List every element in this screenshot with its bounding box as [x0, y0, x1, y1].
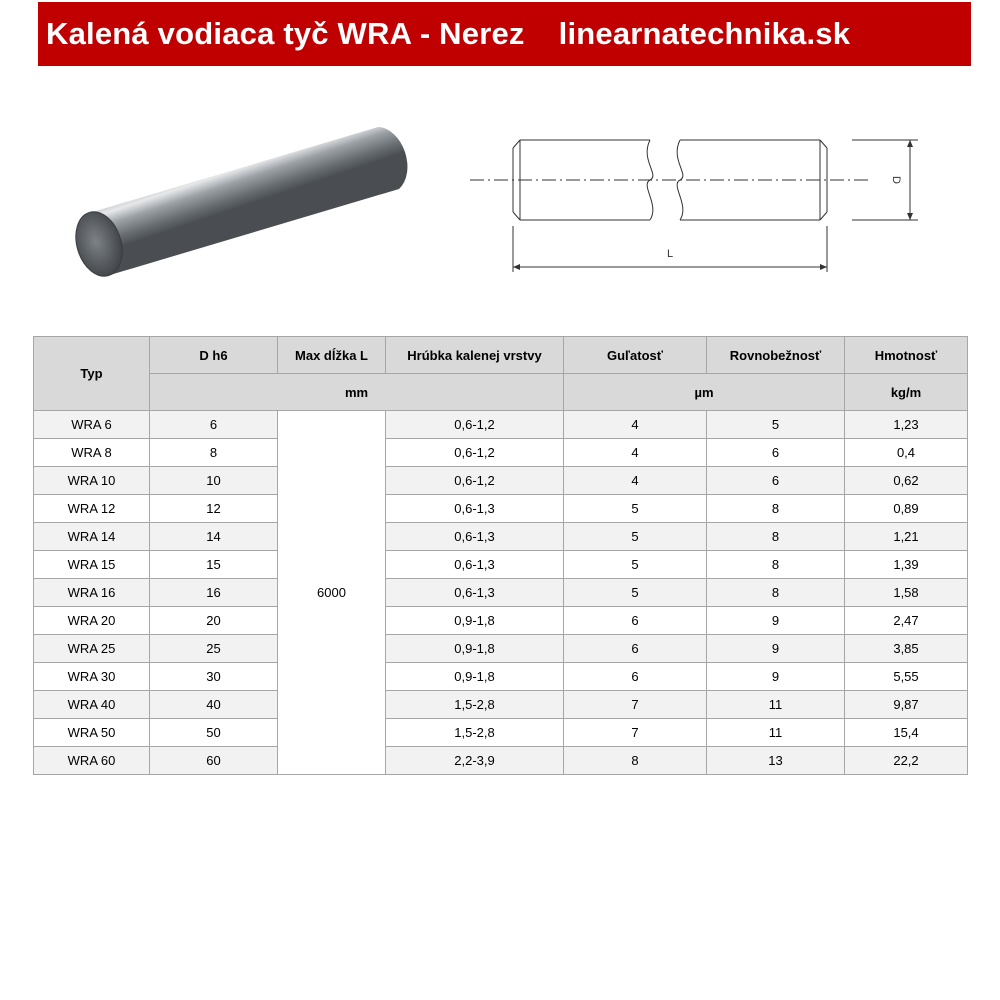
table-row: [34, 663, 968, 691]
cell-diameter: 8: [150, 439, 278, 467]
cell-diameter: 14: [150, 523, 278, 551]
cell-roundness: 7: [564, 719, 707, 747]
table-row: [34, 495, 968, 523]
cell-weight: 1,58: [845, 579, 968, 607]
cell-layer: 0,9-1,8: [386, 663, 564, 691]
cell-diameter: 30: [150, 663, 278, 691]
cell-diameter: 16: [150, 579, 278, 607]
cell-parallelism: 8: [707, 495, 845, 523]
diameter-label: D: [890, 176, 903, 184]
cell-parallelism: 13: [707, 747, 845, 775]
cell-weight: 0,89: [845, 495, 968, 523]
cell-layer: 0,6-1,2: [386, 439, 564, 467]
cell-type: WRA 15: [34, 551, 150, 579]
cell-weight: 0,4: [845, 439, 968, 467]
cell-type: WRA 16: [34, 579, 150, 607]
cell-layer: 1,5-2,8: [386, 691, 564, 719]
table-row: [34, 607, 968, 635]
cell-diameter: 50: [150, 719, 278, 747]
cell-parallelism: 9: [707, 635, 845, 663]
cell-parallelism: 5: [707, 411, 845, 439]
cell-parallelism: 11: [707, 691, 845, 719]
cell-parallelism: 9: [707, 663, 845, 691]
header-max-length: Max dĺžka L: [278, 337, 386, 374]
cell-diameter: 10: [150, 467, 278, 495]
cell-parallelism: 8: [707, 523, 845, 551]
cell-weight: 1,21: [845, 523, 968, 551]
table-row: [34, 411, 968, 439]
cell-parallelism: 11: [707, 719, 845, 747]
cell-parallelism: 6: [707, 439, 845, 467]
cell-layer: 0,9-1,8: [386, 635, 564, 663]
table-row: [34, 747, 968, 775]
cell-diameter: 12: [150, 495, 278, 523]
cell-roundness: 4: [564, 439, 707, 467]
cell-weight: 2,47: [845, 607, 968, 635]
spec-table: [33, 336, 968, 775]
rod-photo: [55, 105, 425, 285]
cell-roundness: 4: [564, 467, 707, 495]
cell-type: WRA 10: [34, 467, 150, 495]
cell-type: WRA 8: [34, 439, 150, 467]
table-row: [34, 551, 968, 579]
table-row: [34, 719, 968, 747]
cell-weight: 22,2: [845, 747, 968, 775]
cell-weight: 0,62: [845, 467, 968, 495]
cell-max-length: 6000: [278, 411, 386, 775]
site-name: linearnatechnika.sk: [558, 16, 851, 51]
cell-roundness: 4: [564, 411, 707, 439]
table-row: [34, 691, 968, 719]
table-row: [34, 439, 968, 467]
cell-roundness: 5: [564, 523, 707, 551]
cell-diameter: 6: [150, 411, 278, 439]
cell-type: WRA 6: [34, 411, 150, 439]
cell-diameter: 40: [150, 691, 278, 719]
cell-diameter: 60: [150, 747, 278, 775]
table-row: [34, 467, 968, 495]
cell-roundness: 5: [564, 579, 707, 607]
cell-roundness: 6: [564, 607, 707, 635]
cell-parallelism: 8: [707, 551, 845, 579]
cell-roundness: 6: [564, 663, 707, 691]
cell-layer: 0,6-1,3: [386, 579, 564, 607]
cell-parallelism: 6: [707, 467, 845, 495]
cell-layer: 0,9-1,8: [386, 607, 564, 635]
header-type: Typ: [34, 337, 150, 411]
cell-type: WRA 14: [34, 523, 150, 551]
unit-um: µm: [564, 374, 845, 411]
cell-type: WRA 30: [34, 663, 150, 691]
table-row: [34, 579, 968, 607]
cell-parallelism: 9: [707, 607, 845, 635]
unit-mm: mm: [150, 374, 564, 411]
cell-diameter: 15: [150, 551, 278, 579]
length-label: L: [666, 248, 674, 260]
cell-type: WRA 60: [34, 747, 150, 775]
cell-roundness: 8: [564, 747, 707, 775]
table-row: [34, 635, 968, 663]
cell-roundness: 5: [564, 495, 707, 523]
header-layer: Hrúbka kalenej vrstvy: [386, 337, 564, 374]
cell-layer: 0,6-1,3: [386, 523, 564, 551]
cell-weight: 9,87: [845, 691, 968, 719]
cell-diameter: 20: [150, 607, 278, 635]
cell-layer: 2,2-3,9: [386, 747, 564, 775]
unit-kgm: kg/m: [845, 374, 968, 411]
cell-type: WRA 20: [34, 607, 150, 635]
cell-weight: 3,85: [845, 635, 968, 663]
cell-weight: 5,55: [845, 663, 968, 691]
cell-diameter: 25: [150, 635, 278, 663]
cell-layer: 0,6-1,3: [386, 551, 564, 579]
technical-drawing: [460, 120, 930, 280]
header-roundness: Guľatosť: [564, 337, 707, 374]
header-parallelism: Rovnobežnosť: [707, 337, 845, 374]
spec-table-body: [34, 411, 968, 775]
cell-type: WRA 40: [34, 691, 150, 719]
cell-roundness: 7: [564, 691, 707, 719]
cell-weight: 15,4: [845, 719, 968, 747]
header-weight: Hmotnosť: [845, 337, 968, 374]
cell-type: WRA 25: [34, 635, 150, 663]
cell-weight: 1,39: [845, 551, 968, 579]
cell-weight: 1,23: [845, 411, 968, 439]
header-banner: [38, 2, 971, 66]
cell-layer: 1,5-2,8: [386, 719, 564, 747]
table-row: [34, 523, 968, 551]
header-diameter: D h6: [150, 337, 278, 374]
cell-roundness: 6: [564, 635, 707, 663]
page-title: Kalená vodiaca tyč WRA - Nerez: [46, 16, 525, 51]
cell-parallelism: 8: [707, 579, 845, 607]
cell-type: WRA 50: [34, 719, 150, 747]
cell-layer: 0,6-1,2: [386, 467, 564, 495]
cell-layer: 0,6-1,3: [386, 495, 564, 523]
cell-layer: 0,6-1,2: [386, 411, 564, 439]
cell-roundness: 5: [564, 551, 707, 579]
cell-type: WRA 12: [34, 495, 150, 523]
